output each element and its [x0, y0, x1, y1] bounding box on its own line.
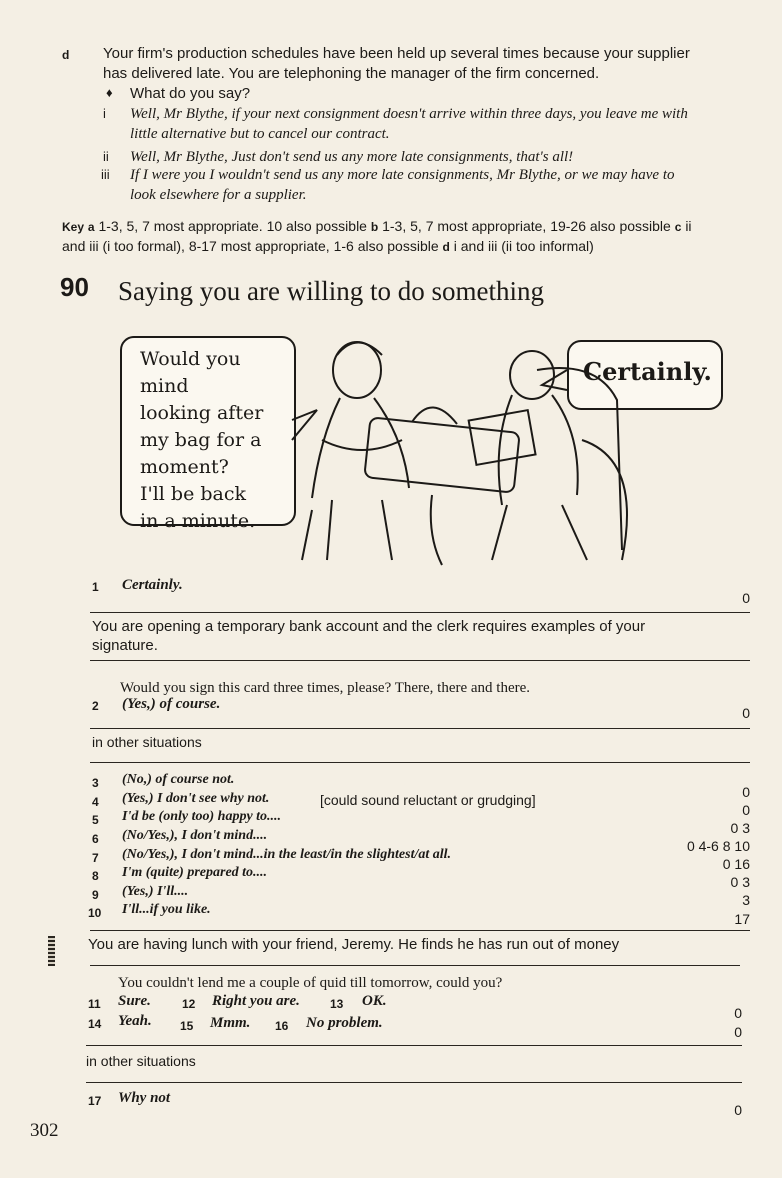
- answer-key-line2: [62, 238, 594, 254]
- row-1-code: 0: [734, 1005, 742, 1021]
- answer-key-line1: [62, 218, 692, 234]
- entry-2-number: 2: [92, 699, 99, 713]
- certainly-text: Certainly.: [583, 357, 712, 386]
- section-d-letter: d: [62, 48, 70, 62]
- entry-15-number: 15: [180, 1019, 194, 1033]
- entry-6-text: (No/Yes,), I don't mind....: [122, 828, 268, 843]
- entry-3-number: 3: [92, 776, 99, 790]
- entry-3-text: (No,) of course not.: [122, 772, 235, 787]
- entry-17-code: 0: [734, 1102, 742, 1118]
- situation-1-line2: signature.: [92, 637, 158, 654]
- question-bullet-icon: ♦: [106, 85, 113, 100]
- entry-13-text: OK.: [362, 993, 387, 1009]
- entry-9-number: 9: [92, 888, 99, 902]
- key-line2-text: and iii (i too formal), 8-17 most appropriate, 1-6 also possible: [62, 238, 439, 254]
- entry-12-text: Right you are.: [212, 993, 300, 1009]
- section-d-prompt-line2: has delivered late. You are telephoning the manager of the firm concerned.: [103, 65, 600, 82]
- entry-5-text: I'd be (only too) happy to....: [122, 809, 282, 824]
- situation-2: You are having lunch with your friend, Jeremy. He finds he has run out of money: [88, 936, 620, 953]
- option-iii-numeral: iii: [101, 167, 110, 182]
- situation-1-line1: You are opening a temporary bank account and the clerk requires examples of your: [92, 618, 646, 635]
- entry-17-text: Why not: [118, 1090, 171, 1106]
- key-c-label: c: [674, 220, 682, 234]
- entry-1-text: Certainly.: [122, 577, 183, 593]
- other-situations-2: in other situations: [86, 1053, 196, 1069]
- entry-2-code: 0: [742, 705, 750, 721]
- entry-8-text: I'm (quite) prepared to....: [122, 865, 268, 880]
- divider-3: [90, 728, 750, 729]
- entry-9-code: 3: [742, 892, 750, 908]
- option-ii-numeral: ii: [103, 149, 109, 164]
- entry-12-number: 12: [182, 997, 196, 1011]
- entry-15-text: Mmm.: [210, 1015, 251, 1031]
- margin-marker: [48, 936, 55, 966]
- option-iii-line1: If I were you I wouldn't send us any more late consignments, Mr Blythe, or we may have to: [130, 167, 675, 183]
- entry-7-code: 0 16: [722, 856, 750, 872]
- entry-10-code: 17: [734, 911, 750, 927]
- entry-14-text: Yeah.: [118, 1013, 152, 1029]
- entry-5-number: 5: [92, 813, 99, 827]
- option-i-numeral: i: [103, 106, 106, 121]
- entry-10-text: I'll...if you like.: [122, 902, 211, 917]
- quote-1: Would you sign this card three times, please? There, there and there.: [120, 680, 531, 696]
- cartoon-figures-drawing: [112, 330, 732, 570]
- entry-10-number: 10: [88, 906, 102, 920]
- divider-6: [90, 965, 740, 966]
- entry-4-code: 0: [742, 802, 750, 818]
- bubble-line-6: in a minute.: [140, 510, 256, 532]
- key-d-label: d: [442, 240, 450, 254]
- divider-4: [90, 762, 750, 763]
- key-label: Key: [62, 220, 85, 234]
- entry-7-text: (No/Yes,), I don't mind...in the least/in the slightest/at all.: [122, 847, 452, 862]
- entry-5-code: 0 3: [730, 820, 750, 836]
- section-title: Saying you are willing to do something: [118, 276, 544, 306]
- other-situations-1: in other situations: [92, 734, 202, 750]
- entry-3-code: 0: [742, 784, 750, 800]
- entry-11-text: Sure.: [118, 993, 151, 1009]
- entry-6-code: 0 4-6 8 10: [686, 838, 750, 854]
- entry-13-number: 13: [330, 997, 344, 1011]
- entry-4-text: (Yes,) I don't see why not.: [122, 791, 270, 806]
- row-2-code: 0: [734, 1024, 742, 1040]
- divider-5: [90, 930, 750, 931]
- bubble-line-1: Would you mind: [140, 348, 241, 397]
- divider-7: [86, 1045, 742, 1046]
- bubble-line-3: my bag for a: [140, 429, 262, 451]
- cartoon-illustration: [112, 330, 732, 570]
- key-b-text: 1-3, 5, 7 most appropriate, 19-26 also possible: [382, 218, 671, 234]
- entry-6-number: 6: [92, 832, 99, 846]
- entry-4-note: [could sound reluctant or grudging]: [320, 792, 536, 808]
- section-number: 90: [60, 272, 89, 302]
- page-number: 302: [30, 1120, 59, 1141]
- entry-7-number: 7: [92, 851, 99, 865]
- bubble-line-4: moment?: [140, 456, 229, 478]
- entry-2-text: (Yes,) of course.: [122, 696, 221, 712]
- bubble-line-5: I'll be back: [140, 483, 247, 505]
- section-d-prompt-line1: Your firm's production schedules have been held up several times because your supplier: [103, 45, 690, 62]
- option-i-line2: little alternative but to cancel our contract.: [130, 126, 390, 142]
- entry-1-number: 1: [92, 580, 99, 594]
- entry-4-number: 4: [92, 795, 99, 809]
- key-a-label: a: [87, 220, 95, 234]
- entry-8-number: 8: [92, 869, 99, 883]
- option-iii-line2: look elsewhere for a supplier.: [130, 187, 307, 203]
- entry-16-text: No problem.: [306, 1015, 383, 1031]
- entry-11-number: 11: [88, 997, 101, 1011]
- entry-16-number: 16: [275, 1019, 289, 1033]
- divider-1: [90, 612, 750, 613]
- option-i-line1: Well, Mr Blythe, if your next consignment doesn't arrive within three days, you leave me with: [130, 106, 688, 122]
- entry-17-number: 17: [88, 1094, 102, 1108]
- quote-2: You couldn't lend me a couple of quid till tomorrow, could you?: [118, 975, 503, 991]
- entry-9-text: (Yes,) I'll....: [122, 884, 189, 899]
- entry-8-code: 0 3: [730, 874, 750, 890]
- key-d-text: i and iii (ii too informal): [453, 238, 594, 254]
- bubble-line-2: looking after: [140, 402, 264, 424]
- key-a-text: 1-3, 5, 7 most appropriate. 10 also possible: [98, 218, 367, 234]
- section-d-question: What do you say?: [130, 85, 251, 102]
- divider-2: [90, 660, 750, 661]
- entry-14-number: 14: [88, 1017, 102, 1031]
- key-c-text: ii: [685, 218, 692, 234]
- entry-1-code: 0: [742, 590, 750, 606]
- key-b-label: b: [370, 220, 379, 234]
- option-ii-line1: Well, Mr Blythe, Just don't send us any more late consignments, that's all!: [130, 149, 574, 165]
- divider-8: [86, 1082, 742, 1083]
